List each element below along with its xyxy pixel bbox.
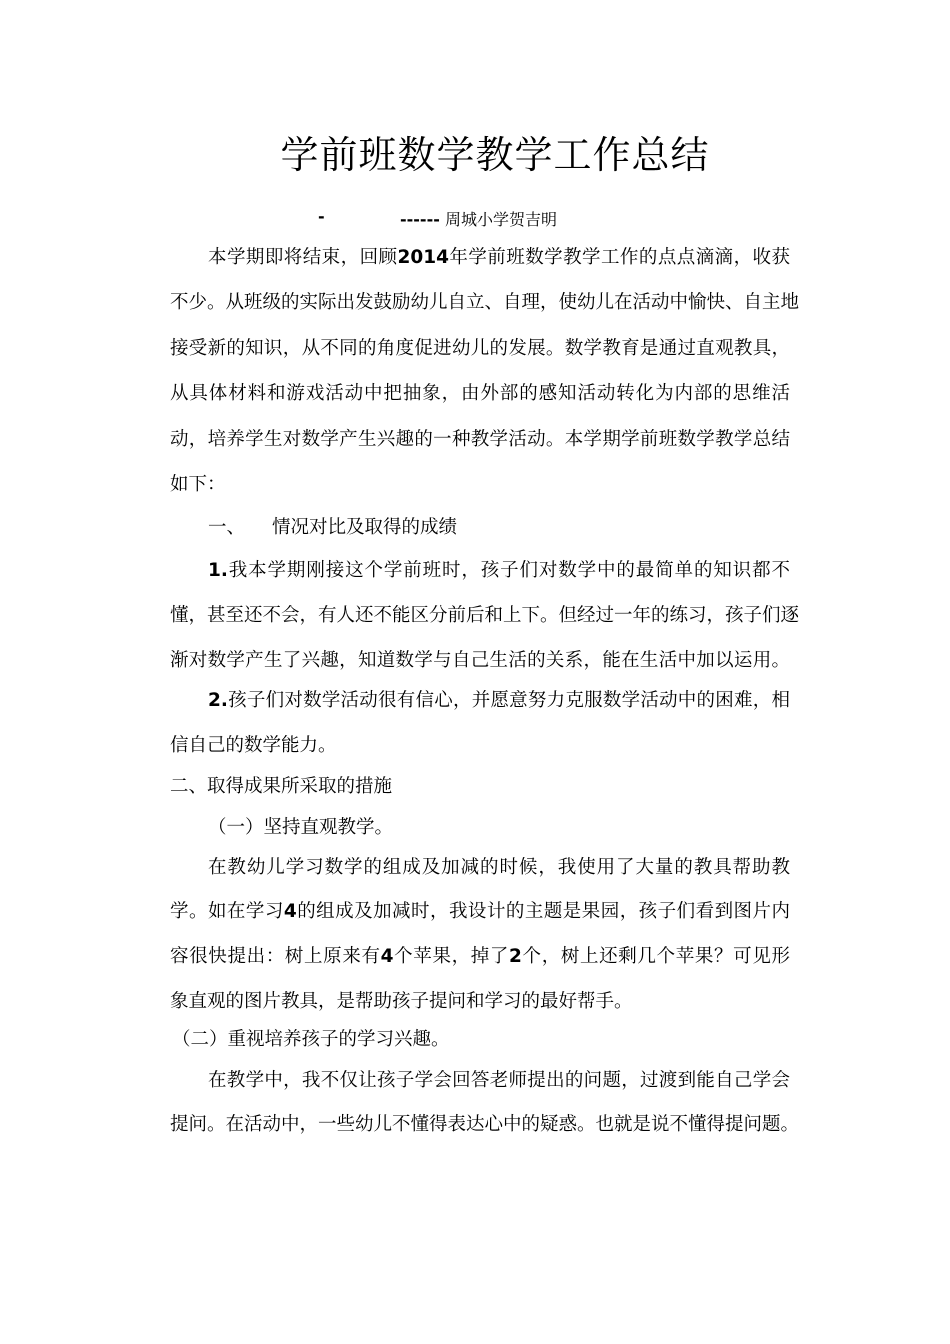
paragraph-line: 信自己的数学能力。 [170, 735, 337, 756]
paragraph-line: 1.我本学期刚接这个学前班时，孩子们对数学中的最简单的知识都不 [208, 560, 790, 581]
byline-dashes: ------ [400, 210, 440, 229]
paragraph-line: 学。如在学习4的组成及加减时，我设计的主题是果园，孩子们看到图片内 [170, 901, 790, 922]
byline-author: 周城小学贺吉明 [444, 210, 557, 229]
paragraph-line: 象直观的图片教具，是帮助孩子提问和学习的最好帮手。 [170, 991, 633, 1012]
paragraph-line: 动，培养学生对数学产生兴趣的一种教学活动。本学期学前班数学教学总结 [170, 429, 790, 450]
byline-dash: - [318, 207, 325, 226]
subsection-heading: （一）坚持直观教学。 [208, 817, 394, 838]
paragraph-line: 渐对数学产生了兴趣，知道数学与自己生活的关系，能在生活中加以运用。 [170, 650, 790, 671]
section-heading: 二、取得成果所采取的措施 [170, 776, 393, 797]
paragraph-line: 提问。在活动中，一些幼儿不懂得表达心中的疑惑。也就是说不懂得提问题。 [170, 1114, 800, 1135]
paragraph-line: 如下： [170, 474, 226, 495]
paragraph-line: 不少。从班级的实际出发鼓励幼儿自立、自理，使幼儿在活动中愉快、自主地 [170, 292, 800, 313]
section-heading [208, 515, 457, 541]
paragraph-line: 2.孩子们对数学活动很有信心，并愿意努力克服数学活动中的困难，相 [208, 690, 790, 711]
paragraph-line: 懂，甚至还不会，有人还不能区分前后和上下。但经过一年的练习，孩子们逐 [170, 605, 800, 626]
section-heading-number: 一、 [208, 517, 246, 538]
paragraph-line: 在教幼儿学习数学的组成及加减的时候，我使用了大量的教具帮助教 [208, 857, 790, 878]
byline-author-line [400, 207, 557, 230]
paragraph-line: 接受新的知识，从不同的角度促进幼儿的发展。数学教育是通过直观教具， [170, 338, 790, 359]
paragraph-line: 容很快提出：树上原来有4个苹果，掉了2个，树上还剩几个苹果？可见形 [170, 946, 790, 967]
document-title: 学前班数学教学工作总结 [280, 133, 710, 177]
subsection-heading: （二）重视培养孩子的学习兴趣。 [172, 1029, 450, 1050]
paragraph-line: 在教学中，我不仅让孩子学会回答老师提出的问题，过渡到能自己学会 [208, 1070, 790, 1091]
section-heading-text: 情况对比及取得的成绩 [272, 517, 458, 538]
paragraph-line: 本学期即将结束，回顾2014年学前班数学教学工作的点点滴滴，收获 [208, 247, 790, 268]
paragraph-line: 从具体材料和游戏活动中把抽象，由外部的感知活动转化为内部的思维活 [170, 383, 790, 404]
